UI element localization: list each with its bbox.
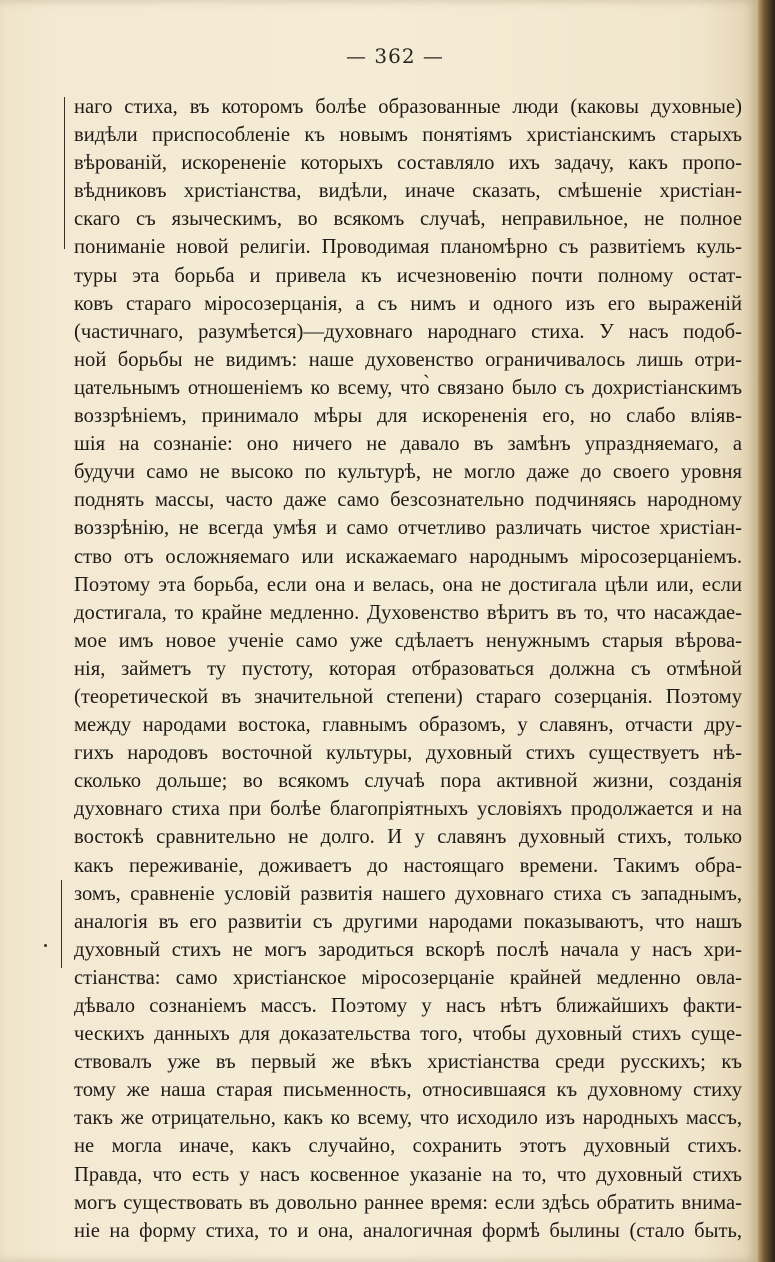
text-line: дѣвало сознаніемъ массъ. Поэтому у насъ нѣтъ ближайшихъ факти- bbox=[74, 995, 742, 1017]
text-line: поднять массы, часто даже само безсознательно подчиняясь народному bbox=[74, 489, 742, 512]
text-line: зомъ, сравненіе условій развитія нашего духовнаго стиха съ западнымъ, bbox=[74, 882, 742, 905]
text-line: Поэтому эта борьба, если она и велась, она не достигала цѣли или, если bbox=[74, 573, 742, 596]
text-line: ковъ стараго міросозерцанія, а съ нимъ и одного изъ его выраженій bbox=[74, 292, 742, 315]
text-line: воззрѣнію, не всегда умѣя и само отчетливо различать чистое христіан- bbox=[74, 517, 742, 540]
text-line: ческихъ данныхъ для доказательства того, чтобы духовный стихъ суще- bbox=[74, 1023, 742, 1046]
text-line: видѣли приспособленіе къ новымъ понятіямъ христіанскимъ старыхъ bbox=[74, 124, 742, 147]
text-line: цательнымъ отношеніемъ ко всему, что̀ связано было съ дохристіанскимъ bbox=[74, 376, 742, 399]
text-line: нія, займетъ ту пустоту, которая отбразоваться должна съ отмѣной bbox=[74, 657, 742, 680]
text-line: гихъ народовъ восточной культуры, духовный стихъ существуетъ нѣ- bbox=[74, 742, 742, 765]
text-line: могъ существовать въ довольно раннее время: если здѣсь обратить внима- bbox=[74, 1191, 742, 1214]
text-line: ной борьбы не видимъ: наше духовенство ограничивалось лишь отри- bbox=[74, 348, 742, 371]
text-line: такъ же отрицательно, какъ ко всему, что исходило изъ народныхъ массъ, bbox=[74, 1107, 742, 1130]
text-line: пониманіе новой религіи. Проводимая планомѣрно съ развитіемъ куль- bbox=[74, 236, 742, 259]
text-line: ство отъ осложняемаго или искажаемаго народнымъ міросозерцаніемъ. bbox=[74, 545, 742, 568]
text-line: наго стиха, въ которомъ болѣе образованные люди (каковы духовные) bbox=[74, 96, 742, 118]
text-line: будучи само не высоко по культурѣ, не могло даже до своего уровня bbox=[74, 461, 742, 484]
text-line: между народами востока, главнымъ образомъ, у славянъ, отчасти дру- bbox=[74, 714, 742, 737]
text-line: (частичнаго, разумѣется)—духовнаго народнаго стиха. У насъ подоб- bbox=[74, 320, 742, 343]
text-line: какъ переживаніе, доживаетъ до настоящаго времени. Такимъ обра- bbox=[74, 854, 742, 877]
margin-pencil-mark bbox=[64, 97, 65, 249]
text-line: мое имъ новое ученіе само уже сдѣлаетъ ненужнымъ старыя вѣрова- bbox=[74, 629, 742, 652]
text-line: аналогія въ его развитіи съ другими народами показываютъ, что нашъ bbox=[74, 910, 742, 933]
text-line: востокѣ сравнительно не долго. И у славянъ духовный стихъ, только bbox=[74, 826, 742, 849]
text-line: вѣдниковъ христіанства, видѣли, иначе сказать, смѣшеніе христіан- bbox=[74, 180, 742, 203]
page-number: — 362 — bbox=[346, 44, 444, 68]
text-line: скаго съ языческимъ, во всякомъ случаѣ, неправильное, не полное bbox=[74, 208, 742, 231]
text-line: шія на сознаніе: оно ничего не давало въ замѣнъ упраздняемаго, а bbox=[74, 433, 742, 456]
book-spine-edge bbox=[758, 0, 775, 1262]
text-line: Правда, что есть у насъ косвенное указаніе на то, что духовный стихъ bbox=[74, 1163, 742, 1186]
body-text bbox=[74, 93, 742, 1245]
margin-pencil-mark bbox=[61, 880, 62, 968]
text-line: воззрѣніемъ, принимало мѣры для искорененія его, но слабо вліяв- bbox=[74, 405, 742, 428]
text-line: тому же наша старая письменность, относившаяся къ духовному стиху bbox=[74, 1079, 742, 1102]
text-line: достигала, то крайне медленно. Духовенство вѣритъ въ то, что насаждае- bbox=[74, 601, 742, 624]
text-line: (теоретической въ значительной степени) стараго созерцанія. Поэтому bbox=[74, 685, 742, 708]
text-line: стіанства: само христіанское міросозерцаніе крайней медленно овла- bbox=[74, 966, 742, 989]
text-line: сколько дольше; во всякомъ случаѣ пора активной жизни, созданія bbox=[74, 770, 742, 793]
text-line: не могла иначе, какъ случайно, сохранить этотъ духовный стихъ. bbox=[74, 1135, 742, 1158]
text-line: ствовалъ уже въ первый же вѣкъ христіанства среди русскихъ; къ bbox=[74, 1051, 742, 1074]
text-line: духовнаго стиха при болѣе благопріятныхъ условіяхъ продолжается и на bbox=[74, 798, 742, 821]
text-line: духовный стихъ не могъ зародиться вскорѣ послѣ начала у насъ хри- bbox=[74, 938, 742, 961]
text-line: ніе на форму стиха, то и она, аналогичная формѣ былины (стало быть, bbox=[74, 1219, 742, 1242]
margin-dot bbox=[44, 944, 47, 947]
text-line: туры эта борьба и привела къ исчезновенію почти полному остат- bbox=[74, 264, 742, 287]
text-line: вѣрованій, искорененіе которыхъ составляло ихъ задачу, какъ пропо- bbox=[74, 152, 742, 175]
